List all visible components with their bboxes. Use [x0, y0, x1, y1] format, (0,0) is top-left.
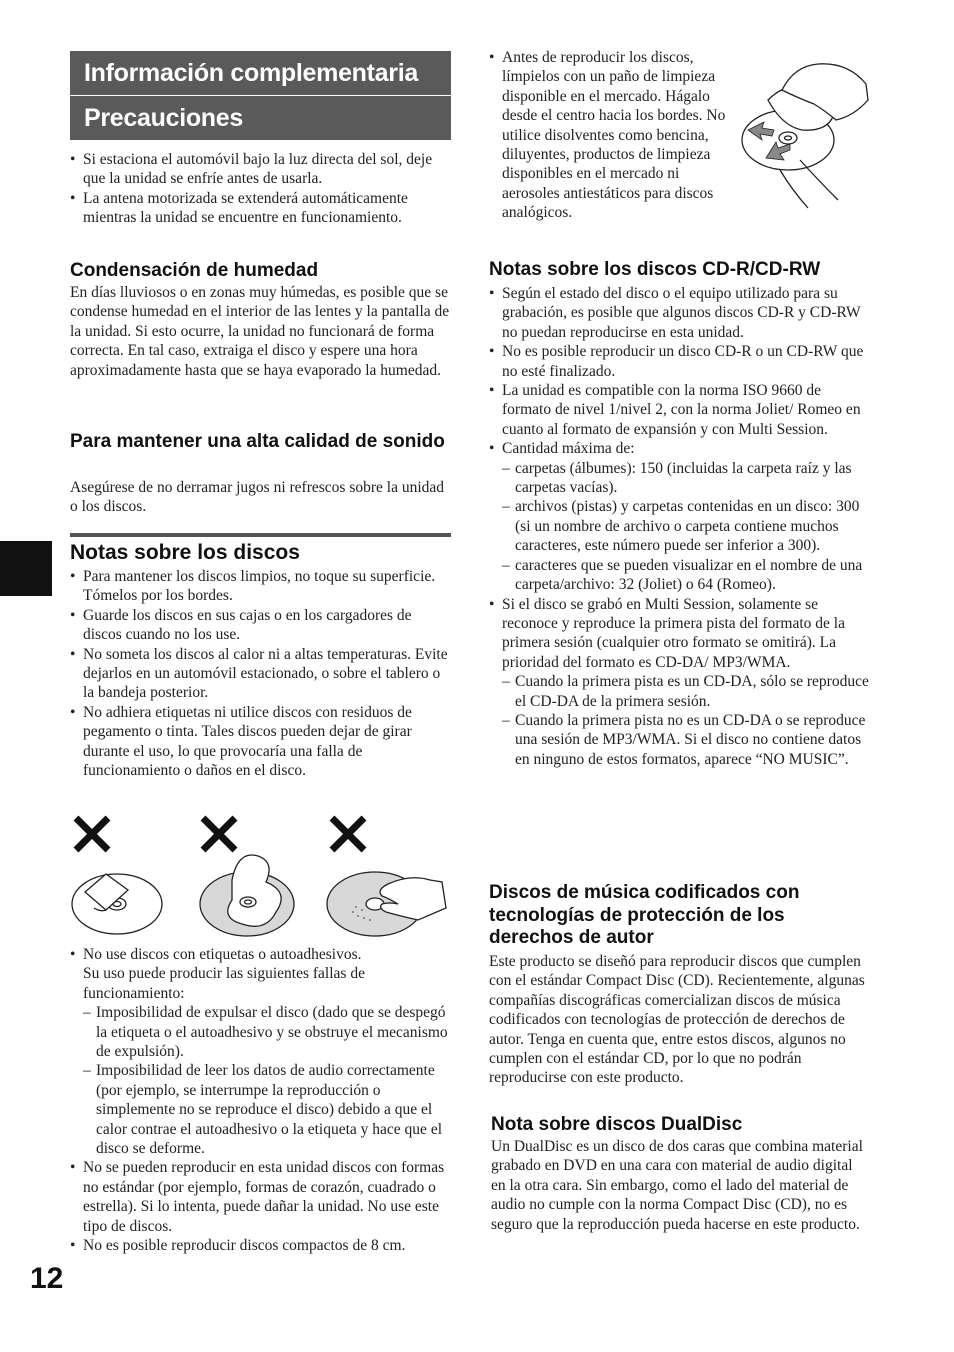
- list-item: • La antena motorizada se extenderá automáticamente mientras la unidad se encuentre en funcionamiento.: [70, 189, 451, 228]
- page-number: 12: [30, 1262, 64, 1295]
- list-item: – Imposibilidad de leer los datos de audio correctamente (por ejemplo, se interrumpe la reproducción o simplemente no se reproduce el disco) debido a que el calor contrae el autoadhesivo o la etiqueta y hace que el disco se deforme.: [83, 1061, 451, 1158]
- list-item: • No someta los discos al calor ni a altas temperaturas. Evite dejarlos en un automóvil estacionado, o sobre el tablero o la bandeja posterior.: [70, 645, 451, 703]
- list-item: • No use discos con etiquetas o autoadhesivos. Su uso puede producir las siguientes fallas de funcionamiento: – Imposibilidad de expulsar el disco (dado que se despegó la etiqueta o el autoadhesivo y se obstruye el mecanismo de expulsión). – Imposibilidad de leer los datos de audio correctamente (por ejemplo, se interrumpe la reproducción o simplemente no se reproduce el disco) debido a que el calor contrae el autoadhesivo o la etiqueta y hace que el disco se deforme.: [70, 945, 451, 1158]
- cross-mark-icon: [76, 818, 108, 850]
- sub-list: [502, 672, 871, 769]
- disc-cleaning-illustration: [738, 60, 870, 210]
- condensation-heading: Condensación de humedad: [70, 260, 319, 281]
- list-item: • Para mantener los discos limpios, no toque su superficie. Tómelos por los bordes.: [70, 567, 451, 606]
- heart-shaped-disc-icon: [200, 855, 294, 936]
- list-item: • Antes de reproducir los discos, límpielos con un paño de limpieza disponible en el mercado. Hágalo desde el centro hacia los bordes. No utilice disolventes como bencina, diluyentes, productos de limpieza disponibles en el mercado ni aerosoles antiestáticos para discos analógicos.: [489, 48, 729, 223]
- list-item: – Cuando la primera pista es un CD-DA, sólo se reproduce el CD-DA de la primera sesión.: [502, 672, 871, 711]
- list-item: • No es posible reproducir un disco CD-R o un CD-RW que no esté finalizado.: [489, 342, 871, 381]
- list-item: • Si estaciona el automóvil bajo la luz directa del sol, deje que la unidad se enfríe antes de usarla.: [70, 150, 451, 189]
- sub-list: [83, 1003, 451, 1158]
- list-item: • Si el disco se grabó en Multi Session, solamente se reconoce y reproduce la primera pista del formato de la primera sesión (cualquier otro formato se omitirá). La prioridad del formato es CD-DA/ MP3/WMA. – Cuando la primera pista es un CD-DA, sólo se reproduce el CD-DA de la primera sesión. – Cuando la primera pista no es un CD-DA o se reproduce una sesión de MP3/WMA. Si el disco no contiene datos en ninguno de estos formatos, aparece “NO MUSIC”.: [489, 595, 871, 770]
- copyright-heading: Discos de música codificados con tecnologías de protección de los derechos de autor: [489, 882, 800, 948]
- list-item: – Cuando la primera pista no es un CD-DA o se reproduce una sesión de MP3/WMA. Si el disco no contiene datos en ninguno de estos formatos, aparece “NO MUSIC”.: [502, 711, 871, 769]
- cross-mark-icon: [332, 818, 364, 850]
- list-item: • No se pueden reproducir en esta unidad discos con formas no estándar (por ejemplo, formas de corazón, cuadrado o estrella). Si lo intenta, puede dañar la unidad. No use este tipo de discos.: [70, 1158, 451, 1236]
- chapter-tab: [0, 541, 52, 596]
- list-item: • No es posible reproducir discos compactos de 8 cm.: [70, 1236, 451, 1255]
- cdr-heading: Notas sobre los discos CD-R/CD-RW: [489, 259, 821, 280]
- disc-warning-illustration: [70, 812, 450, 938]
- list-item: • Según el estado del disco o el equipo utilizado para su grabación, es posible que algunos discos CD-R y CD-RW no puedan reproducirse en esta unidad.: [489, 284, 871, 342]
- section-title: Información complementaria: [70, 51, 451, 96]
- list-item: – Imposibilidad de expulsar el disco (dado que se despegó la etiqueta o el autoadhesivo y se obstruye el mecanismo de expulsión).: [83, 1003, 451, 1061]
- sound-quality-body: Asegúrese de no derramar jugos ni refrescos sobre la unidad o los discos.: [70, 479, 445, 516]
- section-divider: [70, 533, 451, 537]
- sub-list: [502, 459, 871, 595]
- condensation-body: En días lluviosos o en zonas muy húmedas, es posible que se condense humedad en el interior de las lentes y la pantalla de la unidad. Si esto ocurre, la unidad no funcionará de forma correcta. En tal caso, extraiga el disco y espere una hora aproximadamente hasta que se haya evaporado la humedad.: [70, 284, 450, 379]
- disc-notes-heading: Notas sobre los discos: [70, 541, 300, 564]
- dualdisc-heading: Nota sobre discos DualDisc: [491, 1114, 743, 1135]
- list-item: – carpetas (álbumes): 150 (incluidas la carpeta raíz y las carpetas vacías).: [502, 459, 871, 498]
- copyright-body: Este producto se diseñó para reproducir discos que cumplen con el estándar Compact Disc (CD). Recientemente, algunas compañías discográficas comercializan discos de música codificados con tecnologías de protección de derechos de autor. Tenga en cuenta que, entre estos discos, algunos no cumplen con el estándar CD, por lo que no podrán reproducirse con este producto.: [489, 953, 865, 1087]
- intro-list: [70, 150, 451, 228]
- list-item: – caracteres que se pueden visualizar en el nombre de una carpeta/archivo: 32 (Joliet) o 64 (Romeo).: [502, 556, 871, 595]
- list-item: – archivos (pistas) y carpetas contenidas en un disco: 300 (si un nombre de archivo o carpeta contiene muchos caracteres, este número puede ser inferior a 300).: [502, 497, 871, 555]
- cdr-list: [489, 284, 871, 769]
- cross-mark-icon: [203, 818, 235, 850]
- list-item: • Cantidad máxima de: – carpetas (álbumes): 150 (incluidas la carpeta raíz y las carpetas vacías). – archivos (pistas) y carpetas contenidas en un disco: 300 (si un nombre de archivo o carpeta contiene muchos caracteres, este número puede ser inferior a 300). – caracteres que se pueden visualizar en el nombre de una carpeta/archivo: 32 (Joliet) o 64 (Romeo).: [489, 439, 871, 594]
- cleaning-list: [489, 48, 729, 223]
- list-item: • Guarde los discos en sus cajas o en los cargadores de discos cuando no los use.: [70, 606, 451, 645]
- dualdisc-body: Un DualDisc es un disco de dos caras que combina material grabado en DVD en una cara con material de audio digital en la otra cara. Sin embargo, como el lado del material de audio no cumple con la norma Compact Disc (CD), no es seguro que la reproducción pueda hacerse en este producto.: [491, 1138, 863, 1233]
- disc-notes-list: [70, 567, 451, 780]
- page-title: Precauciones: [70, 96, 451, 140]
- label-warning-list: [70, 945, 451, 1256]
- disc-with-label-icon: [72, 874, 162, 934]
- sound-quality-heading: Para mantener una alta calidad de sonido: [70, 431, 445, 452]
- disc-touch-hand-icon: [327, 872, 446, 936]
- list-item: • La unidad es compatible con la norma ISO 9660 de formato de nivel 1/nivel 2, con la norma Joliet/ Romeo en cuanto al formato de expansión y con Multi Session.: [489, 381, 871, 439]
- list-item: • No adhiera etiquetas ni utilice discos con residuos de pegamento o tinta. Tales discos pueden dejar de girar durante el uso, lo que provocaría una falla de funcionamiento o daños en el disco.: [70, 703, 451, 781]
